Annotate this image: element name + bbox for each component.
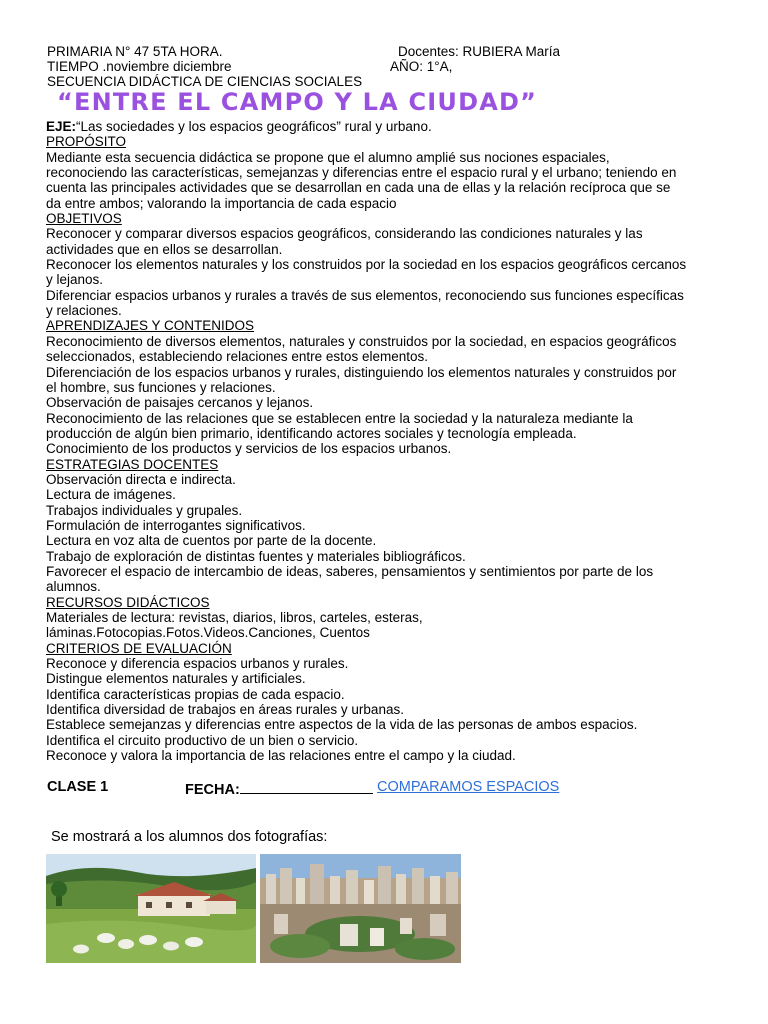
section-line: cuenta las principales actividades que se desarrollan en cada una de ellas y la relación recíproca que se [46,180,671,196]
rural-photo [46,854,256,963]
section-heading: CRITERIOS DE EVALUACIÓN [46,640,232,656]
year-line [390,59,452,74]
section-line: Reconocer los elementos naturales y los construidos por la sociedad en los espacios geográficos cercanos [46,257,687,273]
eje-text: “Las sociedades y los espacios geográficos” rural y urbano. [76,119,432,134]
section-line: Identifica el circuito productivo de un bien o servicio. [46,732,359,748]
city-photo [260,854,461,963]
section-heading: ESTRATEGIAS DOCENTES [46,456,219,472]
section-line: Formulación de interrogantes significativos. [46,517,306,533]
section-line: láminas.Fotocopias.Fotos.Videos.Canciones, Cuentos [46,625,370,641]
school-year: AÑO: 1°A, [390,59,453,74]
section-line: Conocimiento de los productos y servicios de los espacios urbanos. [46,441,452,457]
section-line: Mediante esta secuencia didáctica se propone que el alumno amplié sus nociones espaciales, [46,149,610,165]
section-line: reconociendo las características, semejanzas y diferencias entre el espacio rural y el urbano; teniendo en [46,165,677,181]
date-blank-line [240,779,373,794]
intro-text: Se mostrará a los alumnos dos fotografías: [51,829,328,845]
school-line [47,44,222,59]
eje-line [46,119,736,134]
section-heading: PROPÓSITO [46,134,127,150]
main-title: “ENTRE EL CAMPO Y LA CIUDAD” [57,88,538,116]
section-line: Lectura de imágenes. [46,487,176,503]
section-line: Trabajos individuales y grupales. [46,502,243,518]
section-line: Reconoce y diferencia espacios urbanos y rurales. [46,656,349,672]
section-line: Reconocimiento de las relaciones que se establecen entre la sociedad y la naturaleza mediante la [46,410,633,426]
section-line: producción de algún bien primario, identificando actores sociales y tecnología empleada. [46,425,577,441]
time-line [47,59,232,74]
section-line: seleccionados, estableciendo relaciones entre estos elementos. [46,349,428,365]
class-label: CLASE 1 [47,779,109,795]
section-line: y lejanos. [46,272,104,288]
section-heading: APRENDIZAJES Y CONTENIDOS [46,318,255,334]
section-line: alumnos. [46,579,101,595]
section-line: y relaciones. [46,303,122,319]
section-line: Materiales de lectura: revistas, diarios, libros, carteles, esteras, [46,610,423,625]
section-line: Reconocimiento de diversos elementos, naturales y construidos por la sociedad, en espacios geográficos [46,333,677,349]
sequence-title: SECUENCIA DIDÁCTICA DE CIENCIAS SOCIALES [47,74,363,89]
eje-label: EJE: [46,119,77,134]
section-line: da entre ambos; valorando la importancia de cada espacio [46,195,397,211]
section-heading: OBJETIVOS [46,211,122,227]
section-heading: RECURSOS DIDÁCTICOS [46,594,210,610]
section-line: Trabajo de exploración de distintas fuentes y materiales bibliográficos. [46,548,466,564]
section-line: Establece semejanzas y diferencias entre aspectos de la vida de las personas de ambos espacios. [46,717,638,733]
section-line: Observación de paisajes cercanos y lejanos. [46,395,314,411]
section-line: Distingue elementos naturales y artificiales. [46,671,306,687]
sections-container [46,134,736,763]
section-line: Diferenciar espacios urbanos y rurales a través de sus elementos, reconociendo sus funciones específicas [46,287,684,303]
section-line: Observación directa e indirecta. [46,471,236,487]
date-label: FECHA: [185,782,240,798]
sequence-line [47,74,362,89]
class-topic-link[interactable]: COMPARAMOS ESPACIOS [377,779,560,795]
section-line: Identifica diversidad de trabajos en áreas rurales y urbanas. [46,702,404,718]
teachers: Docentes: RUBIERA María [398,44,561,59]
section-line: el hombre, sus funciones y relaciones. [46,379,276,395]
teachers-line [398,44,560,59]
section-line: actividades que en ellos se desarrollan. [46,241,283,257]
document-body [46,119,736,763]
time-period: TIEMPO .noviembre diciembre [47,59,232,74]
section-line: Reconocer y comparar diversos espacios geográficos, considerando las condiciones naturales y las [46,226,643,242]
section-line: Reconoce y valora la importancia de las relaciones entre el campo y la ciudad. [46,748,516,764]
section-line: Diferenciación de los espacios urbanos y rurales, distinguiendo los elementos naturales y construidos por [46,364,677,380]
section-line: Lectura en voz alta de cuentos por parte de la docente. [46,533,377,549]
section-line: Identifica características propias de cada espacio. [46,686,345,702]
date-field [185,779,373,798]
school-name: PRIMARIA N° 47 5TA HORA. [47,44,223,59]
section-line: Favorecer el espacio de intercambio de ideas, saberes, pensamientos y sentimientos por parte de los [46,563,654,579]
